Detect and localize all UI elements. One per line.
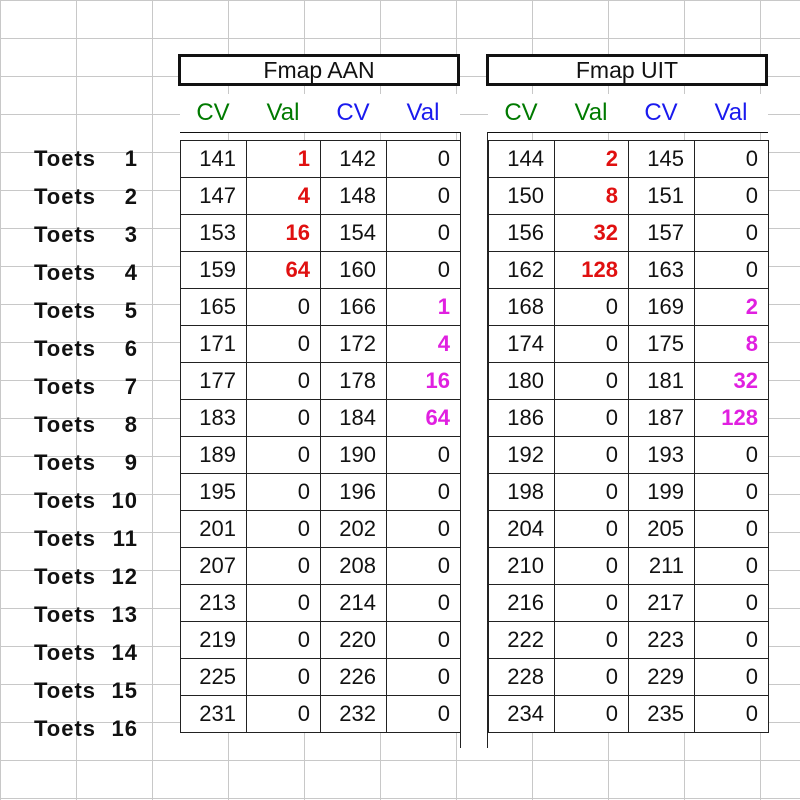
- cv-cell[interactable]: 198: [489, 474, 555, 511]
- val-cell[interactable]: 4: [387, 326, 461, 363]
- cv-cell[interactable]: 184: [321, 400, 387, 437]
- val-cell[interactable]: 0: [695, 178, 769, 215]
- subheader-aan-cv2[interactable]: CV: [320, 94, 386, 132]
- cv-cell[interactable]: 178: [321, 363, 387, 400]
- subheader-aan-cv1[interactable]: CV: [180, 94, 246, 132]
- cv-cell[interactable]: 181: [629, 363, 695, 400]
- row-label-number: 5: [124, 298, 138, 323]
- cv-cell[interactable]: 168: [489, 289, 555, 326]
- row-label-number: 4: [124, 260, 138, 285]
- row-label[interactable]: [0, 254, 160, 292]
- table-row: [489, 437, 769, 474]
- row-label-number: 14: [111, 640, 138, 665]
- cv-cell[interactable]: 232: [321, 696, 387, 733]
- cv-cell[interactable]: 207: [181, 548, 247, 585]
- cv-cell[interactable]: 202: [321, 511, 387, 548]
- val-cell[interactable]: 0: [387, 622, 461, 659]
- cv-cell[interactable]: 163: [629, 252, 695, 289]
- val-cell[interactable]: 128: [555, 252, 629, 289]
- cv-cell[interactable]: 219: [181, 622, 247, 659]
- row-label-number: 1: [124, 146, 138, 171]
- table-row: [181, 289, 461, 326]
- val-cell[interactable]: 0: [695, 252, 769, 289]
- val-cell[interactable]: 0: [695, 622, 769, 659]
- row-label[interactable]: [0, 520, 160, 558]
- val-cell[interactable]: 0: [555, 474, 629, 511]
- row-label[interactable]: [0, 140, 160, 178]
- cv-cell[interactable]: 169: [629, 289, 695, 326]
- cv-cell[interactable]: 148: [321, 178, 387, 215]
- row-label[interactable]: [0, 710, 160, 748]
- row-label[interactable]: [0, 292, 160, 330]
- cv-cell[interactable]: 142: [321, 141, 387, 178]
- row-label[interactable]: [0, 558, 160, 596]
- subheader-uit-cv2[interactable]: CV: [628, 94, 694, 132]
- row-label[interactable]: [0, 406, 160, 444]
- row-labels: [0, 140, 160, 748]
- val-cell[interactable]: 0: [695, 474, 769, 511]
- table-row: [489, 474, 769, 511]
- val-cell[interactable]: 0: [555, 437, 629, 474]
- row-label-number: 10: [111, 488, 138, 513]
- cv-cell[interactable]: 180: [489, 363, 555, 400]
- cv-cell[interactable]: 217: [629, 585, 695, 622]
- cv-cell[interactable]: 160: [321, 252, 387, 289]
- val-cell[interactable]: 0: [387, 215, 461, 252]
- row-label-number: 9: [124, 450, 138, 475]
- row-label-number: 12: [111, 564, 138, 589]
- val-cell[interactable]: 0: [387, 437, 461, 474]
- val-cell[interactable]: 0: [247, 585, 321, 622]
- row-label-number: 3: [124, 222, 138, 247]
- row-label-text: Toets: [34, 184, 97, 209]
- val-cell[interactable]: 0: [387, 585, 461, 622]
- table-row: [181, 659, 461, 696]
- cv-cell[interactable]: 147: [181, 178, 247, 215]
- cv-cell[interactable]: 174: [489, 326, 555, 363]
- cv-cell[interactable]: 189: [181, 437, 247, 474]
- row-label-text: Toets: [34, 298, 97, 323]
- val-cell[interactable]: 64: [247, 252, 321, 289]
- val-cell[interactable]: 8: [695, 326, 769, 363]
- cv-cell[interactable]: 150: [489, 178, 555, 215]
- row-label[interactable]: [0, 672, 160, 710]
- row-label-text: Toets: [34, 602, 97, 627]
- row-label-number: 8: [124, 412, 138, 437]
- row-label-number: 7: [124, 374, 138, 399]
- cv-cell[interactable]: 226: [321, 659, 387, 696]
- val-cell[interactable]: 0: [247, 326, 321, 363]
- row-label-text: Toets: [34, 678, 97, 703]
- val-cell[interactable]: 0: [247, 622, 321, 659]
- val-cell[interactable]: 0: [695, 659, 769, 696]
- table-row: [181, 548, 461, 585]
- val-cell[interactable]: 0: [387, 474, 461, 511]
- val-cell[interactable]: 32: [555, 215, 629, 252]
- cv-cell[interactable]: 199: [629, 474, 695, 511]
- val-cell[interactable]: 0: [247, 437, 321, 474]
- val-cell[interactable]: 0: [555, 622, 629, 659]
- val-cell[interactable]: 0: [247, 659, 321, 696]
- row-label-number: 13: [111, 602, 138, 627]
- table-row: [489, 400, 769, 437]
- cv-cell[interactable]: 183: [181, 400, 247, 437]
- val-cell[interactable]: 0: [695, 511, 769, 548]
- val-cell[interactable]: 2: [555, 141, 629, 178]
- table-row: [489, 585, 769, 622]
- val-cell[interactable]: 0: [555, 659, 629, 696]
- cv-cell[interactable]: 222: [489, 622, 555, 659]
- cv-cell[interactable]: 156: [489, 215, 555, 252]
- table-row: [181, 141, 461, 178]
- row-label-text: Toets: [34, 488, 97, 513]
- cv-cell[interactable]: 193: [629, 437, 695, 474]
- row-label-text: Toets: [34, 716, 97, 741]
- table-row: [181, 585, 461, 622]
- cv-cell[interactable]: 235: [629, 696, 695, 733]
- val-cell[interactable]: 1: [247, 141, 321, 178]
- table-row: [181, 178, 461, 215]
- cv-cell[interactable]: 225: [181, 659, 247, 696]
- table-row: [489, 659, 769, 696]
- row-label-text: Toets: [34, 336, 97, 361]
- cv-cell[interactable]: 153: [181, 215, 247, 252]
- cv-cell[interactable]: 234: [489, 696, 555, 733]
- row-label-number: 6: [124, 336, 138, 361]
- spacer-column: [460, 132, 488, 748]
- row-label-text: Toets: [34, 450, 97, 475]
- cv-cell[interactable]: 205: [629, 511, 695, 548]
- table-row: [181, 696, 461, 733]
- val-cell[interactable]: 0: [387, 696, 461, 733]
- val-cell[interactable]: 0: [387, 178, 461, 215]
- cv-cell[interactable]: 145: [629, 141, 695, 178]
- table-fmap-aan: [180, 140, 461, 733]
- val-cell[interactable]: 0: [695, 215, 769, 252]
- cv-cell[interactable]: 195: [181, 474, 247, 511]
- cv-cell[interactable]: 166: [321, 289, 387, 326]
- val-cell[interactable]: 0: [695, 548, 769, 585]
- val-cell[interactable]: 0: [247, 400, 321, 437]
- cv-cell[interactable]: 229: [629, 659, 695, 696]
- val-cell[interactable]: 16: [247, 215, 321, 252]
- table-row: [489, 363, 769, 400]
- subheader-uit-cv1[interactable]: CV: [488, 94, 554, 132]
- row-label-text: Toets: [34, 374, 97, 399]
- cv-cell[interactable]: 223: [629, 622, 695, 659]
- val-cell[interactable]: 0: [555, 326, 629, 363]
- subheader-uit-val1[interactable]: Val: [554, 94, 628, 132]
- row-label-text: Toets: [34, 412, 97, 437]
- row-label-number: 11: [112, 526, 138, 551]
- cv-cell[interactable]: 208: [321, 548, 387, 585]
- val-cell[interactable]: 0: [555, 696, 629, 733]
- row-label[interactable]: [0, 634, 160, 672]
- row-label-number: 15: [111, 678, 138, 703]
- val-cell[interactable]: 0: [555, 363, 629, 400]
- cv-cell[interactable]: 187: [629, 400, 695, 437]
- val-cell[interactable]: 0: [555, 400, 629, 437]
- val-cell[interactable]: 0: [555, 289, 629, 326]
- table-row: [489, 289, 769, 326]
- row-label-text: Toets: [34, 526, 97, 551]
- table-row: [181, 326, 461, 363]
- val-cell[interactable]: 0: [555, 585, 629, 622]
- table-row: [181, 363, 461, 400]
- val-cell[interactable]: 0: [555, 511, 629, 548]
- cv-cell[interactable]: 214: [321, 585, 387, 622]
- val-cell[interactable]: 0: [247, 696, 321, 733]
- subheader-aan-val2[interactable]: Val: [386, 94, 460, 132]
- val-cell[interactable]: 0: [695, 141, 769, 178]
- table-row: [489, 215, 769, 252]
- val-cell[interactable]: 0: [387, 252, 461, 289]
- row-label-text: Toets: [34, 564, 97, 589]
- row-label-text: Toets: [34, 146, 97, 171]
- row-label-text: Toets: [34, 222, 97, 247]
- row-label[interactable]: [0, 178, 160, 216]
- val-cell[interactable]: 32: [695, 363, 769, 400]
- val-cell[interactable]: 64: [387, 400, 461, 437]
- row-label[interactable]: [0, 330, 160, 368]
- row-label[interactable]: [0, 216, 160, 254]
- val-cell[interactable]: 0: [695, 696, 769, 733]
- cv-cell[interactable]: 144: [489, 141, 555, 178]
- val-cell[interactable]: 0: [387, 511, 461, 548]
- cv-cell[interactable]: 175: [629, 326, 695, 363]
- val-cell[interactable]: 0: [247, 363, 321, 400]
- val-cell[interactable]: 0: [387, 659, 461, 696]
- table-row: [489, 548, 769, 585]
- val-cell[interactable]: 0: [247, 511, 321, 548]
- cv-cell[interactable]: 186: [489, 400, 555, 437]
- val-cell[interactable]: 128: [695, 400, 769, 437]
- cv-cell[interactable]: 190: [321, 437, 387, 474]
- val-cell[interactable]: 0: [387, 548, 461, 585]
- val-cell[interactable]: 0: [695, 585, 769, 622]
- cv-cell[interactable]: 201: [181, 511, 247, 548]
- table-row: [489, 326, 769, 363]
- cv-cell[interactable]: 177: [181, 363, 247, 400]
- cv-cell[interactable]: 151: [629, 178, 695, 215]
- val-cell[interactable]: 2: [695, 289, 769, 326]
- cv-cell[interactable]: 210: [489, 548, 555, 585]
- header-fmap-uit[interactable]: Fmap UIT: [486, 54, 768, 86]
- cv-cell[interactable]: 231: [181, 696, 247, 733]
- table-row: [181, 511, 461, 548]
- cv-cell[interactable]: 157: [629, 215, 695, 252]
- val-cell[interactable]: 1: [387, 289, 461, 326]
- row-label-number: 16: [111, 716, 138, 741]
- row-label[interactable]: [0, 482, 160, 520]
- row-label[interactable]: [0, 368, 160, 406]
- cv-cell[interactable]: 141: [181, 141, 247, 178]
- cv-cell[interactable]: 216: [489, 585, 555, 622]
- table-row: [489, 696, 769, 733]
- cv-cell[interactable]: 165: [181, 289, 247, 326]
- subheader-uit-val2[interactable]: Val: [694, 94, 768, 132]
- table-row: [489, 511, 769, 548]
- val-cell[interactable]: 8: [555, 178, 629, 215]
- cv-cell[interactable]: 159: [181, 252, 247, 289]
- val-cell[interactable]: 4: [247, 178, 321, 215]
- row-label-number: 2: [124, 184, 138, 209]
- val-cell[interactable]: 0: [247, 474, 321, 511]
- table-row: [181, 252, 461, 289]
- table-fmap-uit: [488, 140, 769, 733]
- val-cell[interactable]: 0: [387, 141, 461, 178]
- table-row: [181, 474, 461, 511]
- cv-cell[interactable]: 204: [489, 511, 555, 548]
- val-cell[interactable]: 0: [247, 289, 321, 326]
- table-row: [181, 400, 461, 437]
- table-row: [181, 437, 461, 474]
- subheader-aan-val1[interactable]: Val: [246, 94, 320, 132]
- table-row: [181, 622, 461, 659]
- cv-cell[interactable]: 196: [321, 474, 387, 511]
- cv-cell[interactable]: 192: [489, 437, 555, 474]
- row-label-text: Toets: [34, 260, 97, 285]
- cv-cell[interactable]: 171: [181, 326, 247, 363]
- cv-cell[interactable]: 220: [321, 622, 387, 659]
- table-row: [489, 252, 769, 289]
- row-label[interactable]: [0, 596, 160, 634]
- val-cell[interactable]: 0: [695, 437, 769, 474]
- cv-cell[interactable]: 228: [489, 659, 555, 696]
- cv-cell[interactable]: 213: [181, 585, 247, 622]
- header-fmap-aan[interactable]: Fmap AAN: [178, 54, 460, 86]
- row-label[interactable]: [0, 444, 160, 482]
- row-label-text: Toets: [34, 640, 97, 665]
- table-row: [489, 178, 769, 215]
- cv-cell[interactable]: 162: [489, 252, 555, 289]
- cv-cell[interactable]: 211: [629, 548, 695, 585]
- val-cell[interactable]: 0: [555, 548, 629, 585]
- table-row: [489, 141, 769, 178]
- cv-cell[interactable]: 154: [321, 215, 387, 252]
- table-row: [489, 622, 769, 659]
- val-cell[interactable]: 0: [247, 548, 321, 585]
- table-row: [181, 215, 461, 252]
- cv-cell[interactable]: 172: [321, 326, 387, 363]
- val-cell[interactable]: 16: [387, 363, 461, 400]
